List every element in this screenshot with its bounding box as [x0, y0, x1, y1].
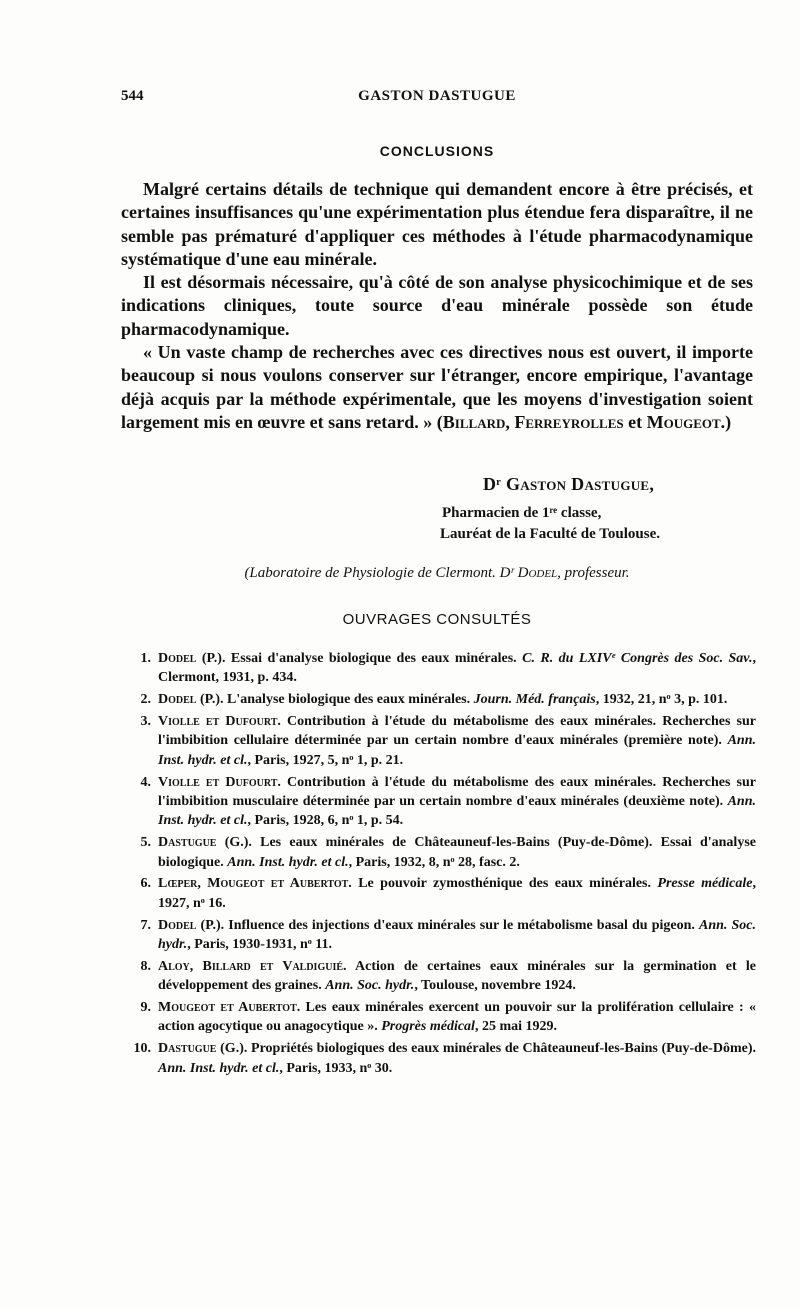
page-number: 544 [121, 88, 144, 104]
conclusions-body [121, 178, 753, 434]
quote-last-author: Mougeot [646, 411, 721, 432]
reference-journal: Presse médicale [657, 876, 753, 892]
reference-journal: Journ. Méd. français [473, 692, 596, 708]
reference-text: (P.). Influence des injections d'eaux minérales sur le métabolisme basal du pigeon. [196, 917, 699, 933]
reference-item [131, 1039, 756, 1078]
quote-authors: Billard, Ferreyrolles [442, 411, 624, 432]
reference-journal: Ann. Inst. hydr. et cl. [227, 854, 349, 870]
reference-text: (G.). Propriétés biologiques des eaux minérales de Châteauneuf-les-Bains (Puy-de-Dôme). [216, 1041, 756, 1057]
reference-text: . Action de certaines eaux minérales sur la germination et le développement des graines. [158, 958, 756, 994]
author-name [483, 474, 760, 495]
reference-journal: C. R. du LXIVᵉ Congrès des Soc. Sav. [522, 651, 753, 666]
reference-journal: Ann. Inst. hydr. et cl. [158, 794, 756, 829]
conclusions-title: CONCLUSIONS [379, 143, 495, 159]
reference-number: 7. [140, 917, 151, 933]
reference-item [131, 916, 756, 955]
reference-authors: Mougeot et Aubertot [158, 1000, 297, 1016]
conclusions-paragraph-2: Il est désormais nécessaire, qu'à côté de son analyse physicochimique et de ses indications cliniques, toute source d'eau minérale possède son étude pharmacodynamique. [121, 272, 753, 339]
references-list [131, 649, 756, 1080]
reference-item [131, 773, 756, 831]
reference-number: 4. [140, 774, 151, 790]
reference-authors: Violle et Dufourt [158, 714, 278, 729]
quote-and: et [623, 411, 647, 432]
reference-text: (P.). L'analyse biologique des eaux minérales. [196, 692, 474, 708]
reference-authors: Dastugue [158, 835, 217, 851]
reference-journal: Ann. Inst. hydr. et cl. [158, 733, 756, 768]
author-fullname: Gaston Dastugue, [506, 474, 655, 494]
reference-text: . Contribution à l'étude du métabolisme des eaux minérales. Recherches sur l'imbibition cellulaire déterminée par un certain nombre d'eaux minérales (première note). [158, 714, 756, 749]
conclusions-paragraph-1: Malgré certains détails de technique qui demandent encore à être précisés, et certaines insuffisances qu'une expérimentation plus étendue fera disparaître, il ne semble pas prématuré d'appliquer ces méthodes à l'étude pharmacodynamique systématique d'une eau minérale. [121, 179, 753, 269]
author-award: Lauréat de la Faculté de Toulouse. [440, 526, 661, 542]
laboratory-affiliation [121, 565, 753, 582]
references-title: OUVRAGES CONSULTÉS [342, 611, 532, 628]
reference-item [131, 690, 756, 709]
lab-director: Dodel [517, 565, 558, 581]
reference-details: , 1932, 21, nᵒ 3, p. 101. [595, 692, 728, 708]
reference-number: 6. [140, 876, 151, 892]
reference-text: (G.). Les eaux minérales de Châteauneuf-les-Bains (Puy-de-Dôme). Essai d'analyse biologique. [158, 835, 756, 870]
lab-role: , professeur. [557, 565, 630, 581]
reference-details: , Paris, 1932, 8, nᵒ 28, fasc. 2. [348, 854, 520, 870]
reference-number: 9. [140, 1000, 151, 1016]
reference-details: , Paris, 1927, 5, nᵒ 1, p. 21. [247, 752, 404, 768]
reference-authors: Dodel [158, 692, 197, 708]
author-title: Dʳ [483, 474, 502, 494]
reference-text: (P.). Essai d'analyse biologique des eaux minérales. [196, 651, 523, 666]
reference-journal: Ann. Inst. hydr. et cl. [158, 1060, 280, 1076]
reference-details: , Paris, 1930-1931, nᵒ 11. [187, 937, 332, 953]
reference-text: . Le pouvoir zymosthénique des eaux minérales. [348, 876, 658, 892]
reference-item [131, 833, 756, 872]
reference-details: , Toulouse, novembre 1924. [414, 978, 576, 994]
author-signature-block [440, 474, 760, 545]
reference-number: 2. [140, 692, 151, 708]
reference-authors: Violle et Dufourt [158, 774, 278, 790]
reference-number: 3. [140, 714, 151, 729]
quote-close: .) [720, 411, 732, 432]
reference-number: 5. [140, 835, 151, 851]
reference-authors: Lœper, Mougeot et Aubertot [158, 876, 349, 892]
reference-number: 1. [140, 651, 151, 666]
reference-text: . Contribution à l'étude du métabolisme des eaux minérales. Recherches sur l'imbibition musculaire déterminée par un certain nombre d'eaux minérales (deuxième note). [158, 774, 756, 810]
reference-item [131, 957, 756, 996]
reference-item [131, 712, 756, 770]
reference-item [131, 649, 756, 688]
reference-journal: Ann. Soc. hydr. [158, 917, 756, 953]
reference-text: . Les eaux minérales exercent un pouvoir sur la prolifération cellulaire : « action agocytique ou anagocytique ». [158, 1000, 756, 1035]
lab-name: (Laboratoire de Physiologie de Clermont. Dʳ [244, 565, 518, 581]
reference-journal: Ann. Soc. hydr. [325, 978, 415, 994]
reference-details: , Clermont, 1931, p. 434. [158, 651, 756, 686]
reference-details: , Paris, 1933, nᵒ 30. [279, 1060, 393, 1076]
reference-item [131, 874, 756, 913]
reference-details: , 1927, nᵒ 16. [158, 876, 756, 911]
reference-authors: Dodel [158, 917, 197, 933]
quote-text: « Un vaste champ de recherches avec ces directives nous est ouvert, il importe beaucoup si nous voulons conserver sur l'étranger, encore empirique, l'avantage déjà acquis par la méthode expérimentale, que les moyens d'investigation soient largement mis en œuvre et sans retard. » ( [121, 342, 753, 432]
conclusions-quote [121, 341, 753, 434]
reference-number: 8. [140, 958, 151, 974]
running-title: GASTON DASTUGUE [358, 88, 516, 104]
reference-number: 10. [133, 1041, 151, 1057]
reference-authors: Dodel [158, 651, 197, 666]
reference-details: , Paris, 1928, 6, nᵒ 1, p. 54. [247, 813, 404, 829]
reference-item [131, 998, 756, 1037]
reference-authors: Aloy, Billard et Valdiguié [158, 958, 344, 974]
reference-authors: Dastugue [158, 1041, 217, 1057]
author-qualification: Pharmacien de 1ʳᵉ classe, [442, 505, 602, 521]
reference-details: , 25 mai 1929. [474, 1019, 558, 1035]
reference-journal: Progrès médical [381, 1019, 475, 1035]
page-header [121, 88, 753, 112]
